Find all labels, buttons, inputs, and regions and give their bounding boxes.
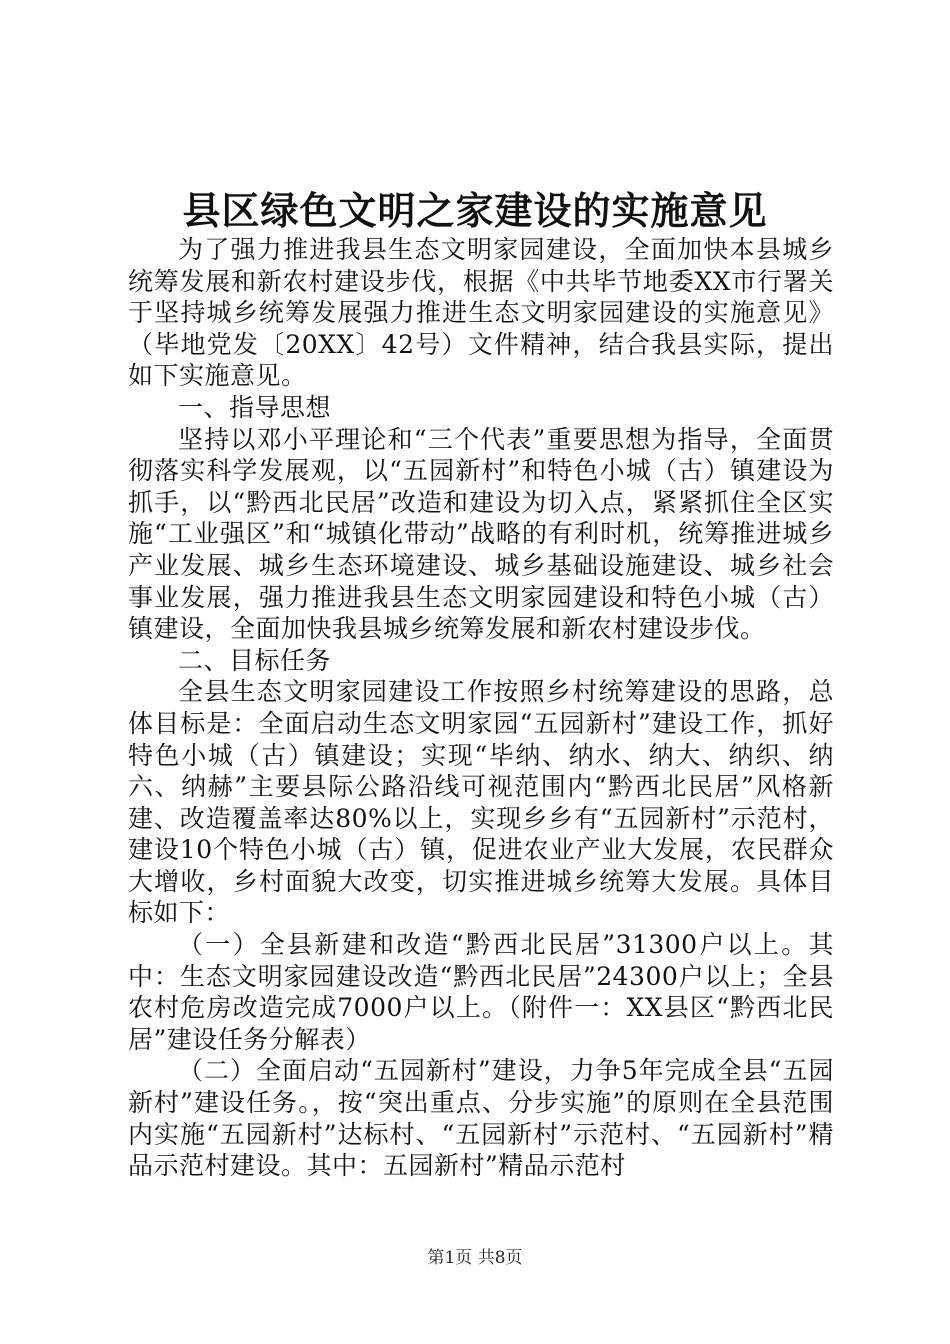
page-footer: 第1页 共8页 <box>427 1248 523 1268</box>
section-heading-guiding-ideology: 一、指导思想 <box>178 392 332 422</box>
section-heading-goals: 二、目标任务 <box>178 645 332 675</box>
goal-item-1: （一）全县新建和改造“黔西北民居”31300户以上。其中：生态文明家园建设改造“黔西北民居”24300户以上；全县农村危房改造完成7000户以上。（附件一：XX县区“黔西北民居”建设任务分解表） <box>128 930 834 1054</box>
document-body <box>128 234 834 1182</box>
goals-paragraph: 全县生态文明家园建设工作按照乡村统筹建设的思路，总体目标是：全面启动生态文明家园“五园新村”建设工作，抓好特色小城（古）镇建设；实现“毕纳、纳水、纳大、纳织、纳六、纳赫”主要县际公路沿线可视范围内“黔西北民居”风格新建、改造覆盖率达80%以上，实现乡乡有“五园新村”示范村，建设10个特色小城（古）镇，促进农业产业大发展，农民群众大增收，乡村面貌大改变，切实推进城乡统筹大发展。具体目标如下： <box>128 677 834 928</box>
intro-paragraph: 为了强力推进我县生态文明家园建设，全面加快本县城乡统筹发展和新农村建设步伐，根据《中共毕节地委XX市行署关于坚持城乡统筹发展强力推进生态文明家园建设的实施意见》（毕地党发〔20XX〕42号）文件精神，结合我县实际，提出如下实施意见。 <box>128 235 834 391</box>
goal-item-2: （二）全面启动“五园新村”建设，力争5年完成全县“五园新村”建设任务。，按“突出重点、分步实施”的原则在全县范围内实施“五园新村”达标村、“五园新村”示范村、“五园新村”精品示范村建设。其中：五园新村”精品示范村 <box>128 1056 834 1181</box>
guiding-ideology-paragraph: 坚持以邓小平理论和“三个代表”重要思想为指导，全面贯彻落实科学发展观，以“五园新村”和特色小城（古）镇建设为抓手，以“黔西北民居”改造和建设为切入点，紧紧抓住全区实施“工业强区”和“城镇化带动”战略的有利时机，统筹推进城乡产业发展、城乡生态环境建设、城乡基础设施建设、城乡社会事业发展，强力推进我县生态文明家园建设和特色小城（古）镇建设，全面加快我县城乡统筹发展和新农村建设步伐。 <box>128 424 834 644</box>
document-title: 县区绿色文明之家建设的实施意见 <box>182 188 768 233</box>
